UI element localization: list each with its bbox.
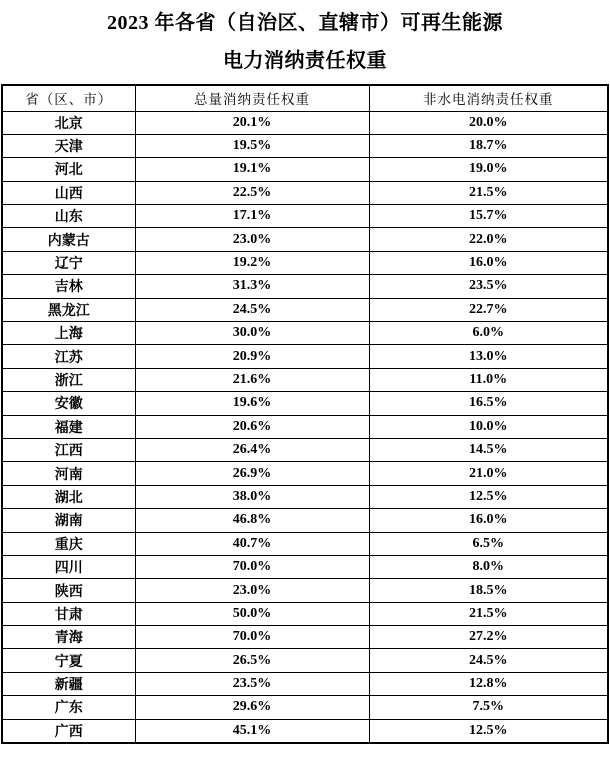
total-weight-cell: 50.0% <box>135 602 369 625</box>
non-hydro-weight-cell: 23.5% <box>369 275 608 298</box>
total-weight-cell: 31.3% <box>135 275 369 298</box>
total-weight-cell: 29.6% <box>135 696 369 719</box>
province-cell: 湖南 <box>2 509 135 532</box>
non-hydro-weight-cell: 18.5% <box>369 579 608 602</box>
non-hydro-weight-cell: 12.8% <box>369 672 608 695</box>
table-header-row <box>2 85 608 111</box>
table-row <box>2 111 608 134</box>
total-weight-cell: 26.5% <box>135 649 369 672</box>
non-hydro-weight-cell: 6.5% <box>369 532 608 555</box>
total-weight-cell: 20.1% <box>135 111 369 134</box>
table-row <box>2 345 608 368</box>
table-row <box>2 205 608 228</box>
table-row <box>2 719 608 742</box>
non-hydro-weight-cell: 21.5% <box>369 181 608 204</box>
document-title-line2: 电力消纳责任权重 <box>223 50 387 72</box>
non-hydro-weight-cell: 21.0% <box>369 462 608 485</box>
non-hydro-weight-cell: 22.0% <box>369 228 608 251</box>
total-weight-cell: 26.9% <box>135 462 369 485</box>
total-weight-cell: 23.5% <box>135 672 369 695</box>
table-row <box>2 392 608 415</box>
non-hydro-weight-cell: 21.5% <box>369 602 608 625</box>
total-weight-cell: 20.6% <box>135 415 369 438</box>
province-cell: 山东 <box>2 205 135 228</box>
non-hydro-weight-cell: 15.7% <box>369 205 608 228</box>
province-cell: 宁夏 <box>2 649 135 672</box>
table-row <box>2 181 608 204</box>
table-row <box>2 134 608 157</box>
table-row <box>2 532 608 555</box>
non-hydro-weight-cell: 14.5% <box>369 438 608 461</box>
total-weight-cell: 20.9% <box>135 345 369 368</box>
non-hydro-weight-cell: 8.0% <box>369 555 608 578</box>
table-row <box>2 485 608 508</box>
total-weight-cell: 19.6% <box>135 392 369 415</box>
non-hydro-weight-cell: 10.0% <box>369 415 608 438</box>
table-row <box>2 555 608 578</box>
total-weight-cell: 22.5% <box>135 181 369 204</box>
province-cell: 新疆 <box>2 672 135 695</box>
total-weight-cell: 30.0% <box>135 322 369 345</box>
total-weight-cell: 45.1% <box>135 719 369 742</box>
non-hydro-weight-cell: 7.5% <box>369 696 608 719</box>
table-row <box>2 672 608 695</box>
table-row <box>2 579 608 602</box>
document-title-line1: 2023 年各省（自治区、直辖市）可再生能源 <box>107 12 503 34</box>
province-cell: 福建 <box>2 415 135 438</box>
non-hydro-weight-cell: 24.5% <box>369 649 608 672</box>
province-cell: 重庆 <box>2 532 135 555</box>
non-hydro-weight-cell: 13.0% <box>369 345 608 368</box>
table-row <box>2 438 608 461</box>
total-weight-cell: 70.0% <box>135 555 369 578</box>
province-cell: 河北 <box>2 158 135 181</box>
table-row <box>2 415 608 438</box>
table-body <box>2 111 608 743</box>
total-weight-cell: 19.1% <box>135 158 369 181</box>
non-hydro-weight-cell: 11.0% <box>369 368 608 391</box>
non-hydro-weight-cell: 27.2% <box>369 626 608 649</box>
province-cell: 山西 <box>2 181 135 204</box>
province-cell: 辽宁 <box>2 251 135 274</box>
non-hydro-weight-cell: 12.5% <box>369 485 608 508</box>
non-hydro-weight-cell: 16.5% <box>369 392 608 415</box>
non-hydro-weight-cell: 20.0% <box>369 111 608 134</box>
province-cell: 浙江 <box>2 368 135 391</box>
table-row <box>2 158 608 181</box>
province-cell: 黑龙江 <box>2 298 135 321</box>
total-weight-cell: 38.0% <box>135 485 369 508</box>
province-cell: 青海 <box>2 626 135 649</box>
total-weight-cell: 70.0% <box>135 626 369 649</box>
province-cell: 上海 <box>2 322 135 345</box>
table-row <box>2 228 608 251</box>
total-weight-cell: 40.7% <box>135 532 369 555</box>
total-weight-cell: 46.8% <box>135 509 369 532</box>
table-row <box>2 602 608 625</box>
non-hydro-weight-cell: 6.0% <box>369 322 608 345</box>
total-weight-cell: 19.5% <box>135 134 369 157</box>
non-hydro-weight-cell: 16.0% <box>369 251 608 274</box>
total-weight-cell: 17.1% <box>135 205 369 228</box>
non-hydro-weight-cell: 22.7% <box>369 298 608 321</box>
province-cell: 广东 <box>2 696 135 719</box>
province-cell: 四川 <box>2 555 135 578</box>
table-row <box>2 368 608 391</box>
province-cell: 陕西 <box>2 579 135 602</box>
consumption-weights-table <box>1 84 609 744</box>
header-total-consumption-weight: 总量消纳责任权重 <box>135 85 369 111</box>
province-cell: 吉林 <box>2 275 135 298</box>
table-row <box>2 626 608 649</box>
table-row <box>2 462 608 485</box>
province-cell: 河南 <box>2 462 135 485</box>
non-hydro-weight-cell: 12.5% <box>369 719 608 742</box>
header-province: 省（区、市） <box>2 85 135 111</box>
total-weight-cell: 19.2% <box>135 251 369 274</box>
province-cell: 北京 <box>2 111 135 134</box>
table-row <box>2 322 608 345</box>
table-row <box>2 649 608 672</box>
table-row <box>2 251 608 274</box>
province-cell: 内蒙古 <box>2 228 135 251</box>
province-cell: 甘肃 <box>2 602 135 625</box>
province-cell: 江西 <box>2 438 135 461</box>
total-weight-cell: 23.0% <box>135 579 369 602</box>
table-row <box>2 509 608 532</box>
province-cell: 湖北 <box>2 485 135 508</box>
total-weight-cell: 24.5% <box>135 298 369 321</box>
header-non-hydro-consumption-weight: 非水电消纳责任权重 <box>369 85 608 111</box>
non-hydro-weight-cell: 19.0% <box>369 158 608 181</box>
table-row <box>2 275 608 298</box>
total-weight-cell: 21.6% <box>135 368 369 391</box>
non-hydro-weight-cell: 18.7% <box>369 134 608 157</box>
province-cell: 安徽 <box>2 392 135 415</box>
non-hydro-weight-cell: 16.0% <box>369 509 608 532</box>
total-weight-cell: 23.0% <box>135 228 369 251</box>
table-row <box>2 298 608 321</box>
total-weight-cell: 26.4% <box>135 438 369 461</box>
province-cell: 江苏 <box>2 345 135 368</box>
province-cell: 天津 <box>2 134 135 157</box>
province-cell: 广西 <box>2 719 135 742</box>
table-row <box>2 696 608 719</box>
